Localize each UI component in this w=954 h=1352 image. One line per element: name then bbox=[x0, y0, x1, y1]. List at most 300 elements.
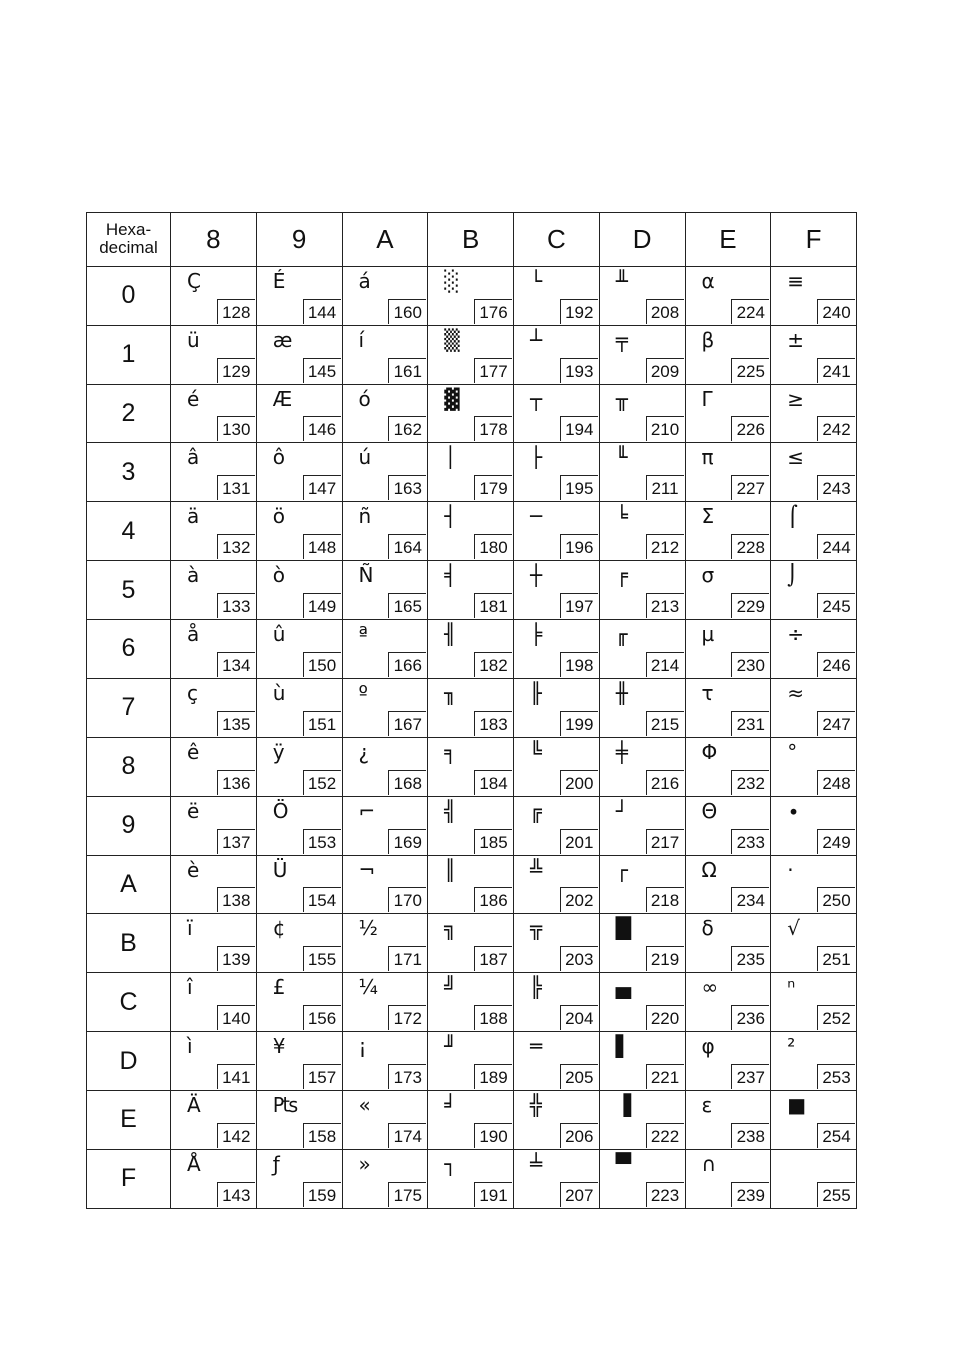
character-cell bbox=[256, 973, 342, 1032]
decimal-code: 247 bbox=[817, 711, 855, 736]
decimal-code: 161 bbox=[388, 358, 426, 383]
character-glyph: é bbox=[187, 386, 200, 411]
character-glyph: ╫ bbox=[615, 680, 628, 705]
character-glyph: ô bbox=[272, 445, 285, 470]
character-cell bbox=[428, 561, 514, 620]
decimal-code: 145 bbox=[303, 358, 341, 383]
decimal-code: 190 bbox=[474, 1123, 512, 1148]
character-glyph: ▒ bbox=[444, 327, 460, 352]
character-cell bbox=[514, 1091, 600, 1150]
character-cell bbox=[514, 973, 600, 1032]
character-glyph: ╓ bbox=[615, 622, 628, 647]
decimal-code: 240 bbox=[817, 299, 855, 324]
decimal-code: 235 bbox=[731, 946, 769, 971]
character-glyph: ┐ bbox=[444, 1151, 457, 1176]
decimal-code: 140 bbox=[217, 1005, 255, 1030]
character-cell bbox=[771, 443, 857, 502]
decimal-code: 237 bbox=[731, 1064, 769, 1089]
character-cell bbox=[256, 737, 342, 796]
character-cell bbox=[514, 1149, 600, 1208]
character-glyph: à bbox=[187, 563, 200, 588]
character-glyph: ▓ bbox=[444, 386, 460, 411]
decimal-code: 175 bbox=[388, 1182, 426, 1207]
character-cell bbox=[342, 266, 428, 325]
character-cell bbox=[171, 796, 257, 855]
character-cell bbox=[256, 1149, 342, 1208]
row-header: 6 bbox=[87, 620, 171, 679]
character-glyph: ∩ bbox=[701, 1151, 717, 1176]
decimal-code: 171 bbox=[388, 946, 426, 971]
character-glyph: ╘ bbox=[615, 504, 628, 529]
character-cell bbox=[599, 914, 685, 973]
character-cell bbox=[514, 914, 600, 973]
character-cell bbox=[599, 384, 685, 443]
decimal-code: 222 bbox=[646, 1123, 684, 1148]
character-cell bbox=[256, 561, 342, 620]
decimal-code: 164 bbox=[388, 534, 426, 559]
table-row bbox=[87, 502, 857, 561]
character-glyph: ╚ bbox=[530, 739, 543, 764]
character-glyph: ¥ bbox=[272, 1034, 286, 1059]
decimal-code: 169 bbox=[388, 829, 426, 854]
decimal-code: 185 bbox=[474, 829, 512, 854]
decimal-code: 210 bbox=[646, 416, 684, 441]
character-cell bbox=[771, 384, 857, 443]
character-cell bbox=[171, 737, 257, 796]
decimal-code: 176 bbox=[474, 299, 512, 324]
decimal-code: 138 bbox=[217, 887, 255, 912]
character-glyph: Φ bbox=[701, 739, 718, 764]
character-cell bbox=[599, 1032, 685, 1091]
decimal-code: 133 bbox=[217, 593, 255, 618]
character-glyph: ╡ bbox=[444, 563, 457, 588]
character-glyph: ┘ bbox=[615, 798, 628, 823]
character-cell bbox=[342, 855, 428, 914]
character-glyph: └ bbox=[530, 268, 543, 293]
character-glyph: â bbox=[187, 445, 200, 470]
decimal-code: 255 bbox=[817, 1182, 855, 1207]
character-glyph: ▀ bbox=[615, 1151, 632, 1176]
character-cell bbox=[171, 973, 257, 1032]
character-glyph: ╧ bbox=[530, 1151, 543, 1176]
character-cell bbox=[342, 561, 428, 620]
character-cell bbox=[685, 796, 771, 855]
decimal-code: 199 bbox=[560, 711, 598, 736]
character-cell bbox=[342, 1091, 428, 1150]
character-cell bbox=[342, 443, 428, 502]
column-header: F bbox=[771, 213, 857, 267]
character-glyph: √ bbox=[787, 916, 800, 941]
decimal-code: 132 bbox=[217, 534, 255, 559]
character-glyph: · bbox=[787, 857, 794, 882]
character-glyph: Ç bbox=[187, 268, 201, 293]
row-header: D bbox=[87, 1032, 171, 1091]
character-glyph: ■ bbox=[787, 1093, 807, 1118]
decimal-code: 155 bbox=[303, 946, 341, 971]
character-cell bbox=[599, 620, 685, 679]
character-glyph: ▐ bbox=[615, 1093, 632, 1118]
decimal-code: 165 bbox=[388, 593, 426, 618]
character-cell bbox=[171, 325, 257, 384]
character-cell bbox=[599, 561, 685, 620]
decimal-code: 219 bbox=[646, 946, 684, 971]
character-cell bbox=[685, 737, 771, 796]
character-glyph: ╟ bbox=[530, 680, 543, 705]
character-glyph: ₧ bbox=[272, 1093, 299, 1118]
row-header: 2 bbox=[87, 384, 171, 443]
character-cell bbox=[514, 855, 600, 914]
character-glyph: µ bbox=[701, 622, 715, 647]
character-cell bbox=[256, 1091, 342, 1150]
character-cell bbox=[256, 502, 342, 561]
row-header: 3 bbox=[87, 443, 171, 502]
table-row bbox=[87, 620, 857, 679]
character-glyph: ≤ bbox=[787, 445, 805, 470]
character-cell bbox=[171, 1091, 257, 1150]
character-glyph: σ bbox=[701, 563, 715, 588]
character-glyph: ╨ bbox=[615, 268, 628, 293]
character-cell bbox=[256, 914, 342, 973]
row-header: 0 bbox=[87, 266, 171, 325]
character-cell bbox=[771, 1032, 857, 1091]
character-cell bbox=[685, 855, 771, 914]
decimal-code: 150 bbox=[303, 652, 341, 677]
character-cell bbox=[514, 561, 600, 620]
character-cell bbox=[342, 914, 428, 973]
character-glyph: ╢ bbox=[444, 622, 457, 647]
character-glyph: ï bbox=[187, 916, 193, 941]
character-cell bbox=[514, 796, 600, 855]
decimal-code: 234 bbox=[731, 887, 769, 912]
character-glyph: ╞ bbox=[530, 622, 543, 647]
character-glyph: ÿ bbox=[272, 739, 285, 764]
character-glyph: ¡ bbox=[358, 1034, 367, 1059]
character-cell bbox=[428, 266, 514, 325]
row-header: E bbox=[87, 1091, 171, 1150]
decimal-code: 139 bbox=[217, 946, 255, 971]
character-cell bbox=[428, 678, 514, 737]
character-cell bbox=[514, 266, 600, 325]
decimal-code: 211 bbox=[646, 475, 684, 500]
decimal-code: 209 bbox=[646, 358, 684, 383]
decimal-code: 157 bbox=[303, 1064, 341, 1089]
decimal-code: 156 bbox=[303, 1005, 341, 1030]
decimal-code: 246 bbox=[817, 652, 855, 677]
character-glyph: ⌡ bbox=[787, 563, 798, 588]
character-cell bbox=[771, 502, 857, 561]
decimal-code: 158 bbox=[303, 1123, 341, 1148]
character-glyph: ¢ bbox=[272, 916, 286, 941]
row-header: 8 bbox=[87, 737, 171, 796]
corner-label-line: decimal bbox=[99, 238, 158, 258]
character-cell bbox=[428, 973, 514, 1032]
character-cell bbox=[771, 737, 857, 796]
decimal-code: 214 bbox=[646, 652, 684, 677]
character-glyph: δ bbox=[701, 916, 714, 941]
column-header: B bbox=[428, 213, 514, 267]
decimal-code: 232 bbox=[731, 770, 769, 795]
decimal-code: 177 bbox=[474, 358, 512, 383]
character-glyph: ε bbox=[701, 1093, 713, 1118]
character-glyph: ⁿ bbox=[787, 975, 796, 1000]
character-glyph: Ö bbox=[272, 798, 289, 823]
character-glyph: ÷ bbox=[787, 622, 805, 647]
character-cell bbox=[342, 737, 428, 796]
character-glyph: ╩ bbox=[530, 857, 543, 882]
character-glyph: ┌ bbox=[615, 857, 628, 882]
decimal-code: 236 bbox=[731, 1005, 769, 1030]
character-glyph: » bbox=[358, 1151, 371, 1176]
character-cell bbox=[685, 914, 771, 973]
decimal-code: 128 bbox=[217, 299, 255, 324]
character-cell bbox=[171, 620, 257, 679]
corner-label-line: Hexa- bbox=[105, 220, 152, 240]
character-glyph: ╣ bbox=[444, 798, 457, 823]
character-cell bbox=[428, 914, 514, 973]
decimal-code: 178 bbox=[474, 416, 512, 441]
decimal-code: 243 bbox=[817, 475, 855, 500]
character-glyph: ╛ bbox=[444, 1093, 457, 1118]
character-glyph: ┴ bbox=[530, 327, 543, 352]
character-glyph: ┬ bbox=[530, 386, 543, 411]
character-glyph: π bbox=[701, 445, 714, 470]
character-glyph: ² bbox=[787, 1034, 796, 1059]
table-row bbox=[87, 384, 857, 443]
character-cell bbox=[685, 620, 771, 679]
character-cell bbox=[514, 502, 600, 561]
character-glyph: ╖ bbox=[444, 680, 457, 705]
character-glyph: ╒ bbox=[615, 563, 628, 588]
character-cell bbox=[599, 678, 685, 737]
character-glyph: ç bbox=[187, 680, 198, 705]
row-header: 4 bbox=[87, 502, 171, 561]
character-cell bbox=[771, 266, 857, 325]
decimal-code: 245 bbox=[817, 593, 855, 618]
character-glyph: φ bbox=[701, 1034, 715, 1059]
decimal-code: 148 bbox=[303, 534, 341, 559]
decimal-code: 193 bbox=[560, 358, 598, 383]
decimal-code: 137 bbox=[217, 829, 255, 854]
character-glyph: ░ bbox=[444, 268, 460, 293]
character-glyph: ╕ bbox=[444, 739, 457, 764]
decimal-code: 131 bbox=[217, 475, 255, 500]
character-cell bbox=[771, 796, 857, 855]
character-cell bbox=[514, 678, 600, 737]
character-cell bbox=[599, 325, 685, 384]
decimal-code: 153 bbox=[303, 829, 341, 854]
character-cell bbox=[599, 443, 685, 502]
corner-label bbox=[87, 213, 171, 267]
character-cell bbox=[771, 620, 857, 679]
character-glyph: ° bbox=[787, 739, 798, 764]
character-glyph: ╠ bbox=[530, 975, 543, 1000]
column-header: C bbox=[514, 213, 600, 267]
decimal-code: 167 bbox=[388, 711, 426, 736]
column-header: E bbox=[685, 213, 771, 267]
decimal-code: 251 bbox=[817, 946, 855, 971]
character-glyph: ╬ bbox=[530, 1093, 543, 1118]
character-cell bbox=[428, 1032, 514, 1091]
decimal-code: 188 bbox=[474, 1005, 512, 1030]
row-header: C bbox=[87, 973, 171, 1032]
character-glyph: Ω bbox=[701, 857, 717, 882]
character-cell bbox=[342, 1149, 428, 1208]
table-row bbox=[87, 1032, 857, 1091]
character-cell bbox=[428, 443, 514, 502]
decimal-code: 183 bbox=[474, 711, 512, 736]
character-cell bbox=[685, 561, 771, 620]
decimal-code: 201 bbox=[560, 829, 598, 854]
decimal-code: 207 bbox=[560, 1182, 598, 1207]
character-glyph: Σ bbox=[701, 504, 715, 529]
character-glyph: ╤ bbox=[615, 327, 628, 352]
decimal-code: 189 bbox=[474, 1064, 512, 1089]
decimal-code: 195 bbox=[560, 475, 598, 500]
decimal-code: 229 bbox=[731, 593, 769, 618]
row-header: A bbox=[87, 855, 171, 914]
character-cell bbox=[685, 1091, 771, 1150]
character-cell bbox=[256, 1032, 342, 1091]
character-cell bbox=[771, 325, 857, 384]
character-cell bbox=[685, 973, 771, 1032]
decimal-code: 191 bbox=[474, 1182, 512, 1207]
character-glyph: ┤ bbox=[444, 504, 457, 529]
decimal-code: 186 bbox=[474, 887, 512, 912]
character-cell bbox=[171, 914, 257, 973]
character-cell bbox=[771, 914, 857, 973]
decimal-code: 149 bbox=[303, 593, 341, 618]
character-glyph: ▌ bbox=[615, 1034, 632, 1059]
decimal-code: 217 bbox=[646, 829, 684, 854]
character-glyph: ƒ bbox=[272, 1151, 280, 1176]
character-glyph: █ bbox=[615, 916, 632, 941]
decimal-code: 253 bbox=[817, 1064, 855, 1089]
decimal-code: 181 bbox=[474, 593, 512, 618]
decimal-code: 203 bbox=[560, 946, 598, 971]
table-row bbox=[87, 1091, 857, 1150]
character-glyph: ║ bbox=[444, 857, 457, 882]
character-cell bbox=[171, 855, 257, 914]
decimal-code: 250 bbox=[817, 887, 855, 912]
table-row bbox=[87, 325, 857, 384]
table-row bbox=[87, 855, 857, 914]
decimal-code: 241 bbox=[817, 358, 855, 383]
decimal-code: 238 bbox=[731, 1123, 769, 1148]
decimal-code: 184 bbox=[474, 770, 512, 795]
character-glyph: Ü bbox=[272, 857, 288, 882]
character-glyph: ╔ bbox=[530, 798, 543, 823]
decimal-code: 194 bbox=[560, 416, 598, 441]
character-cell bbox=[171, 502, 257, 561]
character-cell bbox=[514, 325, 600, 384]
row-header: 9 bbox=[87, 796, 171, 855]
character-glyph: α bbox=[701, 268, 715, 293]
decimal-code: 215 bbox=[646, 711, 684, 736]
table-row bbox=[87, 796, 857, 855]
character-cell bbox=[599, 737, 685, 796]
decimal-code: 227 bbox=[731, 475, 769, 500]
character-glyph: ó bbox=[358, 386, 371, 411]
character-glyph: ò bbox=[272, 563, 285, 588]
table-row bbox=[87, 1149, 857, 1208]
decimal-code: 174 bbox=[388, 1123, 426, 1148]
character-glyph: ü bbox=[187, 327, 200, 352]
decimal-code: 224 bbox=[731, 299, 769, 324]
character-cell bbox=[428, 325, 514, 384]
character-cell bbox=[342, 620, 428, 679]
decimal-code: 239 bbox=[731, 1182, 769, 1207]
decimal-code: 212 bbox=[646, 534, 684, 559]
character-cell bbox=[428, 737, 514, 796]
row-header: 1 bbox=[87, 325, 171, 384]
character-glyph: ╗ bbox=[444, 916, 457, 941]
character-glyph: ╦ bbox=[530, 916, 543, 941]
decimal-code: 168 bbox=[388, 770, 426, 795]
character-glyph: ⌐ bbox=[358, 798, 376, 823]
character-glyph: Å bbox=[187, 1151, 201, 1176]
character-glyph: å bbox=[187, 622, 200, 647]
decimal-code: 248 bbox=[817, 770, 855, 795]
character-glyph: ═ bbox=[530, 1034, 543, 1059]
character-cell bbox=[599, 1091, 685, 1150]
character-cell bbox=[771, 1149, 857, 1208]
decimal-code: 159 bbox=[303, 1182, 341, 1207]
character-glyph: ⌠ bbox=[787, 504, 798, 529]
character-glyph: ¬ bbox=[358, 857, 376, 882]
decimal-code: 146 bbox=[303, 416, 341, 441]
character-glyph: º bbox=[358, 680, 368, 705]
decimal-code: 198 bbox=[560, 652, 598, 677]
character-cell bbox=[685, 384, 771, 443]
character-cell bbox=[171, 384, 257, 443]
decimal-code: 202 bbox=[560, 887, 598, 912]
character-glyph: ì bbox=[187, 1034, 193, 1059]
character-cell bbox=[685, 1149, 771, 1208]
character-glyph: ╪ bbox=[615, 739, 628, 764]
character-cell bbox=[685, 678, 771, 737]
character-cell bbox=[171, 561, 257, 620]
decimal-code: 254 bbox=[817, 1123, 855, 1148]
character-cell bbox=[342, 678, 428, 737]
character-cell bbox=[514, 737, 600, 796]
decimal-code: 142 bbox=[217, 1123, 255, 1148]
character-cell bbox=[685, 502, 771, 561]
character-glyph: Ä bbox=[187, 1093, 201, 1118]
decimal-code: 160 bbox=[388, 299, 426, 324]
character-cell bbox=[171, 1032, 257, 1091]
column-header: A bbox=[342, 213, 428, 267]
character-glyph: Γ bbox=[701, 386, 713, 411]
character-cell bbox=[428, 855, 514, 914]
table-row bbox=[87, 973, 857, 1032]
character-cell bbox=[685, 266, 771, 325]
column-header: D bbox=[599, 213, 685, 267]
character-cell bbox=[599, 796, 685, 855]
decimal-code: 216 bbox=[646, 770, 684, 795]
character-cell bbox=[599, 266, 685, 325]
character-glyph: ¿ bbox=[358, 739, 370, 764]
decimal-code: 249 bbox=[817, 829, 855, 854]
decimal-code: 220 bbox=[646, 1005, 684, 1030]
character-cell bbox=[599, 973, 685, 1032]
character-cell bbox=[514, 384, 600, 443]
character-cell bbox=[428, 620, 514, 679]
character-cell bbox=[514, 443, 600, 502]
decimal-code: 147 bbox=[303, 475, 341, 500]
character-glyph: ú bbox=[358, 445, 372, 470]
character-glyph: ≈ bbox=[787, 680, 805, 705]
decimal-code: 136 bbox=[217, 770, 255, 795]
